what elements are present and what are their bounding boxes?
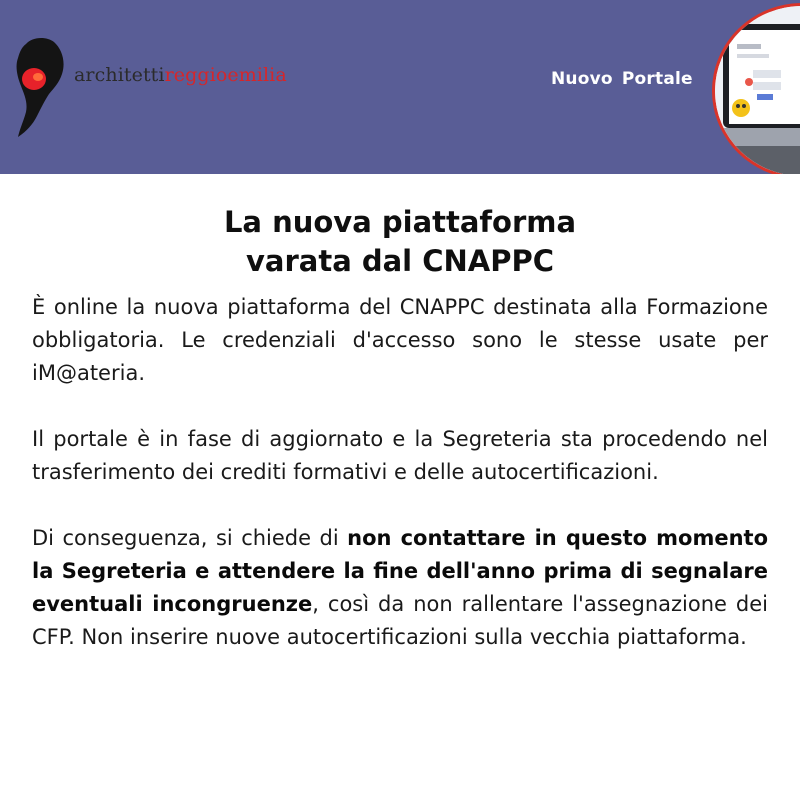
title-line-2: varata dal CNAPPC [245, 244, 555, 278]
paragraph-update-status: Il portale è in fase di aggiornato e la Segreteria sta procedendo nel trasferimento dei crediti formativi e delle autocertificazioni. [32, 427, 768, 484]
paragraph-instructions [32, 522, 768, 654]
header-title: Nuovo Portale [551, 69, 693, 89]
paragraph-3-intro: Di conseguenza, si chiede di [32, 526, 348, 550]
paragraph-3-bold-notice: non contattare in questo momento la Segreteria e attendere la fine dell'anno prima di segnalare eventuali incongruenze [32, 526, 768, 616]
paragraph-3-end: , così da non rallentare l'assegnazione dei CFP. Non inserire nuove autocertificazioni sulla vecchia piattaforma. [32, 592, 768, 649]
logo-word-reggioemilia: reggioemilia [164, 64, 287, 86]
paragraph-online: È online la nuova piattaforma del CNAPPC destinata alla Formazione obbligatoria. Le credenziali d'accesso sono le stesse usate per iM@ateria. [32, 295, 768, 385]
article-title [32, 203, 768, 281]
logo-wordmark [74, 64, 287, 86]
logo-word-architetti: architetti [74, 64, 165, 86]
article-body [32, 203, 768, 687]
header-banner [0, 0, 800, 174]
logo-mark-icon [12, 36, 74, 138]
laptop-thumbnail-image [712, 3, 800, 174]
laptop-illustration-icon [715, 6, 800, 174]
title-line-1: La nuova piattaforma [223, 205, 577, 239]
